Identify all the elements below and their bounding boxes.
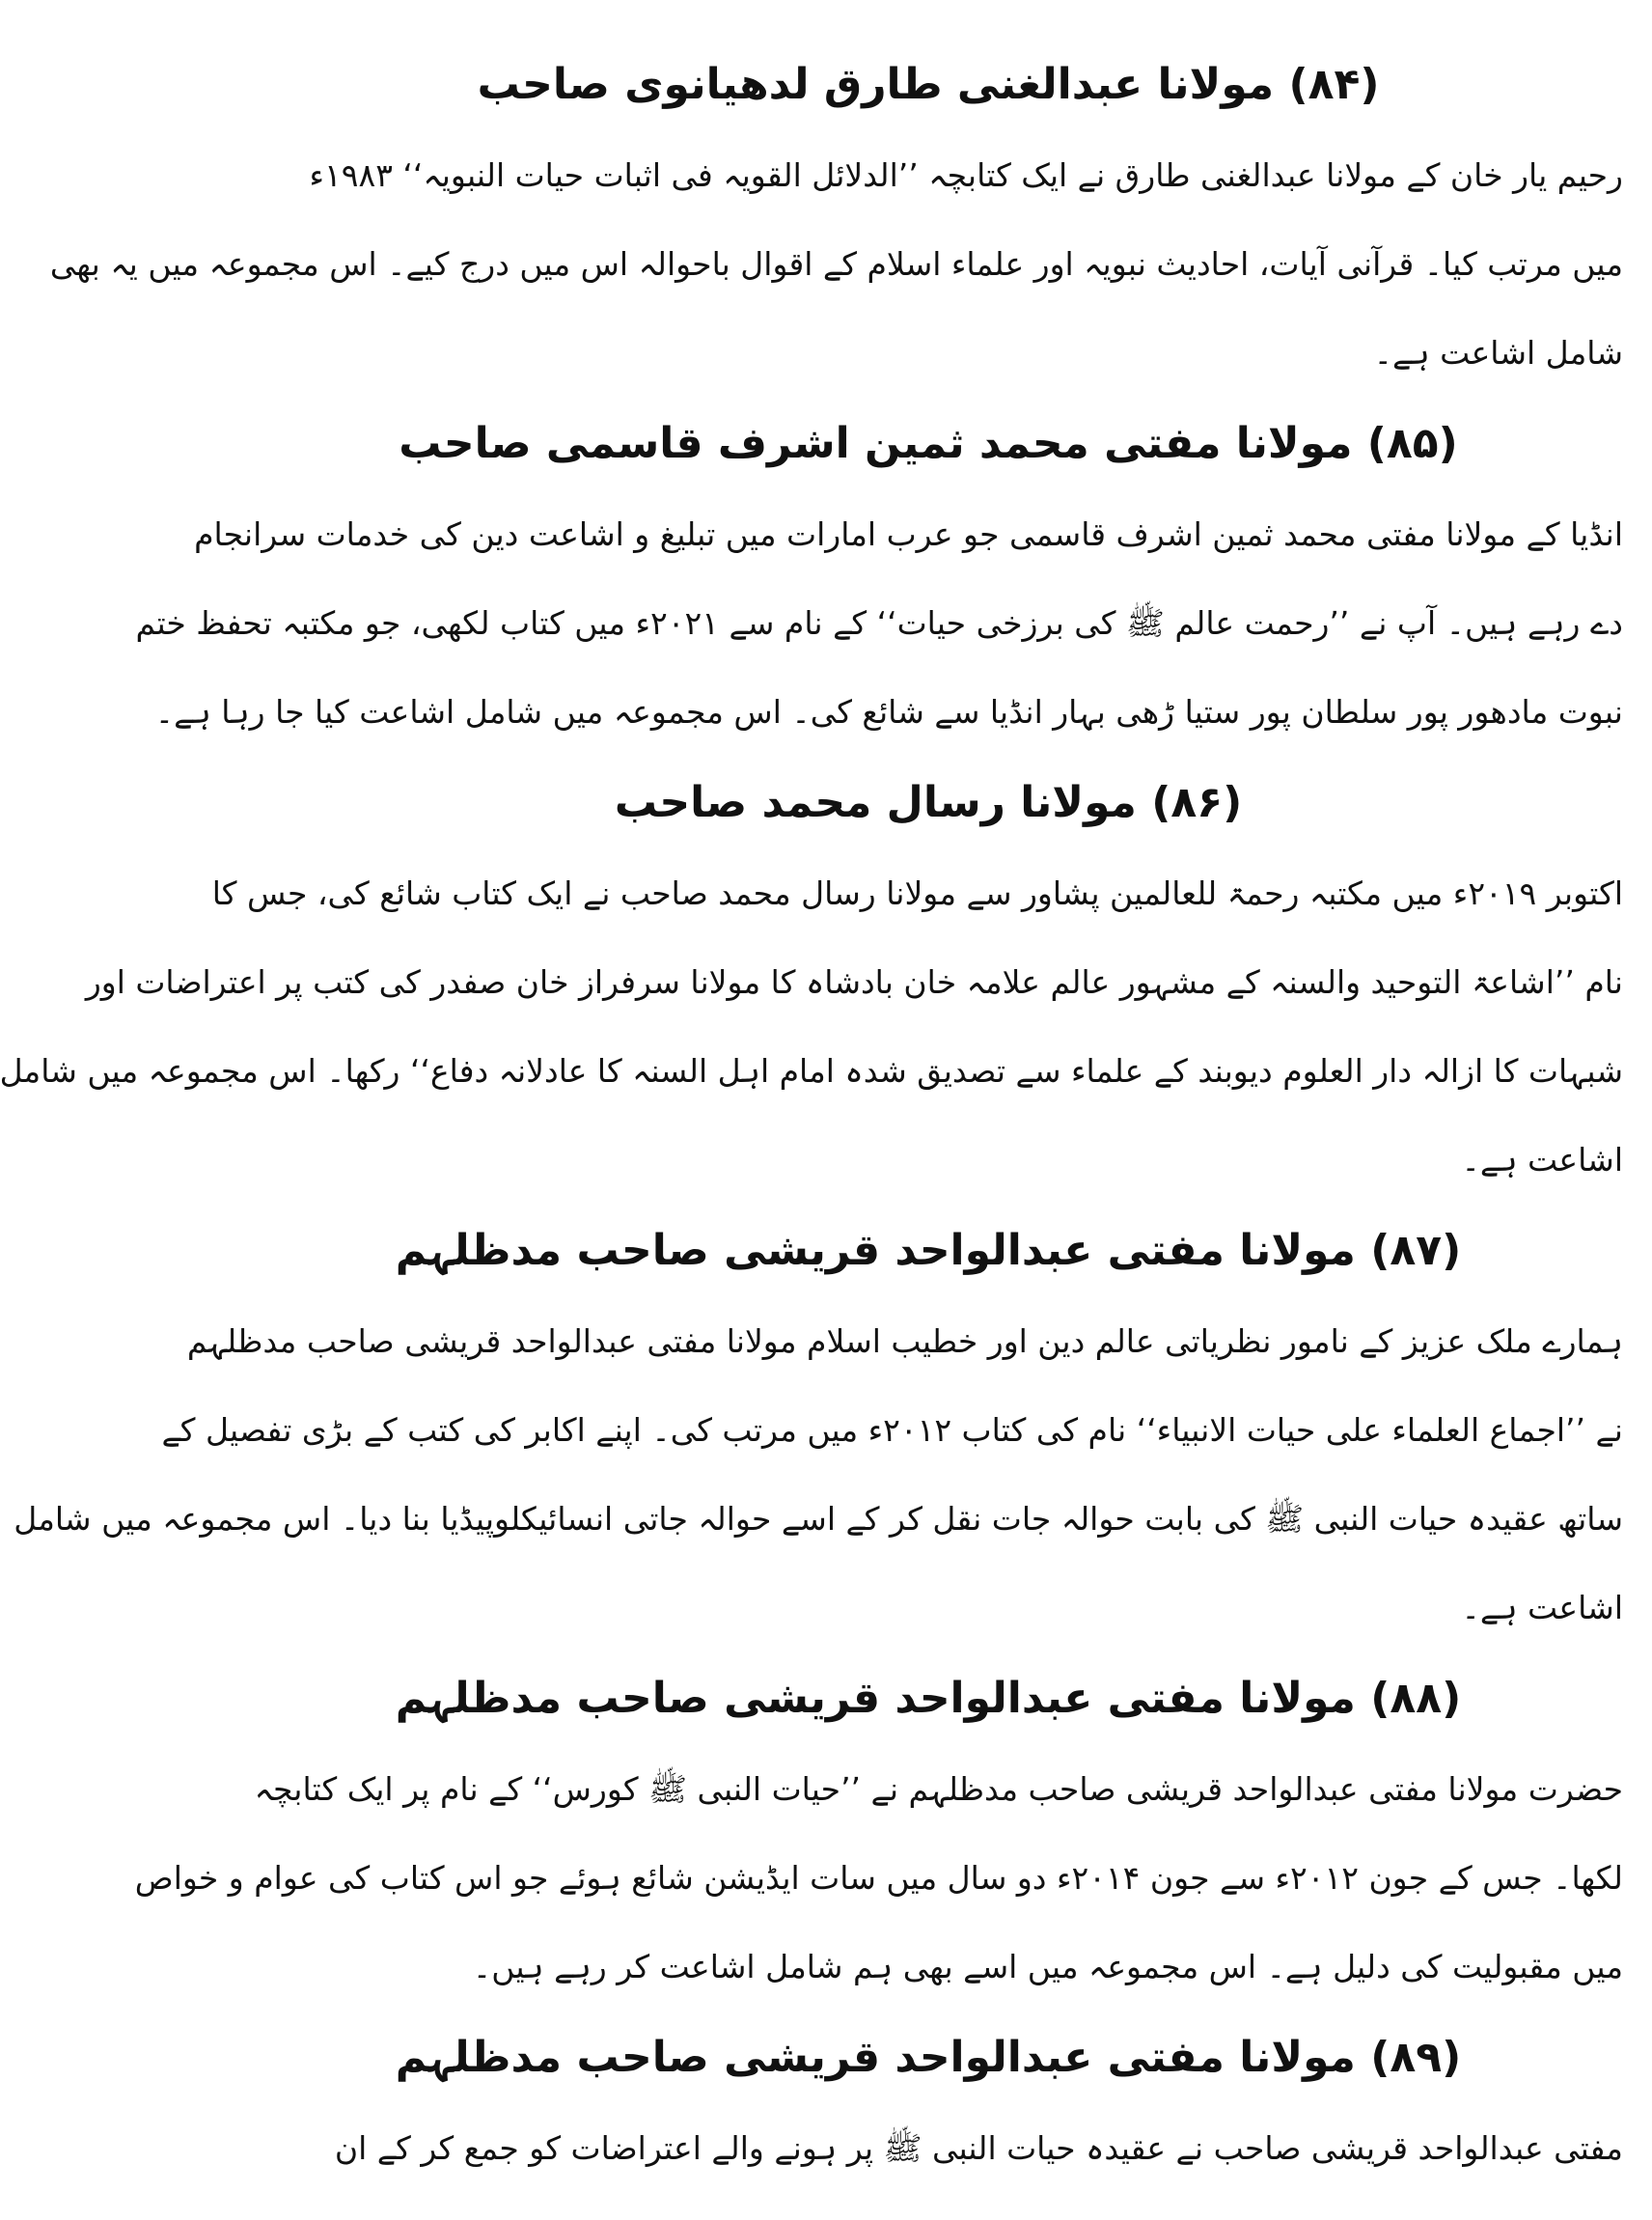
paragraph-line: نبوت مادھور پور سلطان پور ستیا ڑھی بہار انڈیا سے شائع کی۔ اس مجموعہ میں شامل اشاعت کیا جا رہا ہے۔ [154,693,1623,731]
section-number: (۸۹) [1370,2033,1462,2082]
document-page [0,39,1623,2193]
paragraph-line: لکھا۔ جس کے جون ۲۰۱۲ء سے جون ۲۰۱۴ء دو سال میں سات ایڈیشن شائع ہوئے جو اس کتاب کی عوام و خواص [134,1859,1623,1897]
section-title: مولانا رسال محمد صاحب [614,778,1137,827]
paragraph-line: انڈیا کے مولانا مفتی محمد ثمین اشرف قاسمی جو عرب امارات میں تبلیغ و اشاعت دین کی خدمات سرانجام [194,515,1623,553]
paragraph-line: دے رہے ہیں۔ آپ نے ’’رحمت عالم ﷺ کی برزخی حیات‘‘ کے نام سے ۲۰۲۱ء میں کتاب لکھی، جو مکتبہ تحفظ ختم [135,604,1623,642]
section-paragraph [49,131,1623,398]
paragraph-line: شبہات کا ازالہ دار العلوم دیوبند کے علماء سے تصدیق شدہ امام اہل السنہ کا عادلانہ دفاع‘‘ رکھا۔ اس مجموعہ میں شامل [0,1052,1623,1090]
section-title: مولانا مفتی عبدالواحد قریشی صاحب مدظلہم [395,1226,1356,1275]
paragraph-line: اشاعت ہے۔ [1461,1589,1623,1626]
paragraph-line: اشاعت ہے۔ [1461,1141,1623,1179]
section-number: (۸۴) [1288,60,1380,109]
section-3 [14,1205,1623,1652]
section-4 [134,1652,1623,2012]
section-number: (۸۸) [1370,1674,1462,1723]
paragraph-line: نے ’’اجماع العلماء علی حیات الانبیاء‘‘ نام کی کتاب ۲۰۱۲ء میں مرتب کی۔ اپنے اکابر کی کتب کے بڑی تفصیل کے [161,1411,1623,1449]
paragraph-line: رحیم یار خان کے مولانا عبدالغنی طارق نے ایک کتابچہ ’’الدلائل القویہ فی اثبات حیات النبویہ‘‘ ۱۹۸۳ء [309,156,1623,194]
paragraph-line: حضرت مولانا مفتی عبدالواحد قریشی صاحب مدظلہم نے ’’حیات النبی ﷺ کورس‘‘ کے نام پر ایک کتابچہ [254,1770,1623,1808]
section-paragraph [0,849,1623,1205]
section-heading [234,1652,1623,1745]
section-title: مولانا مفتی عبدالواحد قریشی صاحب مدظلہم [395,1674,1356,1723]
section-1 [135,398,1623,757]
section-2 [0,757,1623,1205]
section-title: مولانا مفتی محمد ثمین اشرف قاسمی صاحب [399,419,1353,468]
paragraph-line: شامل اشاعت ہے۔ [1373,334,1623,372]
section-number: (۸۶) [1151,778,1243,827]
section-number: (۸۵) [1366,419,1458,468]
section-title: مولانا عبدالغنی طارق لدھیانوی صاحب [477,60,1275,109]
section-paragraph [14,1297,1623,1652]
section-title: مولانا مفتی عبدالواحد قریشی صاحب مدظلہم [395,2033,1356,2082]
paragraph-line: نام ’’اشاعۃ التوحید والسنہ کے مشہور عالم علامہ خان بادشاہ کا مولانا سرفراز خان صفدر کی کتب پر اعتراضات اور [85,963,1623,1001]
section-heading [234,1205,1623,1297]
section-0 [49,39,1623,398]
paragraph-line: مفتی عبدالواحد قریشی صاحب نے عقیدہ حیات النبی ﷺ پر ہونے والے اعتراضات کو جمع کر کے ان [334,2129,1623,2167]
section-heading [234,398,1623,490]
section-heading [234,2012,1623,2104]
paragraph-line: میں مقبولیت کی دلیل ہے۔ اس مجموعہ میں اسے بھی ہم شامل اشاعت کر رہے ہیں۔ [472,1948,1623,1985]
paragraph-line: ہمارے ملک عزیز کے نامور نظریاتی عالم دین اور خطیب اسلام مولانا مفتی عبدالواحد قریشی صاحب مدظلہم [186,1322,1623,1360]
section-heading [234,39,1623,131]
section-paragraph [134,1745,1623,2012]
section-5 [234,2012,1623,2193]
paragraph-line: اکتوبر ۲۰۱۹ء میں مکتبہ رحمۃ للعالمین پشاور سے مولانا رسال محمد صاحب نے ایک کتاب شائع کی، جس کا [211,874,1623,912]
paragraph-line: میں مرتب کیا۔ قرآنی آیات، احادیث نبویہ اور علماء اسلام کے اقوال باحوالہ اس میں درج کیے۔ اس مجموعہ میں یہ بھی [49,245,1623,283]
section-paragraph [135,490,1623,757]
paragraph-line: ساتھ عقیدہ حیات النبی ﷺ کی بابت حوالہ جات نقل کر کے اسے حوالہ جاتی انسائیکلوپیڈیا بنا دیا۔ اس مجموعہ میں شامل [14,1500,1623,1538]
section-heading [234,757,1623,849]
section-number: (۸۷) [1370,1226,1462,1275]
section-paragraph [234,2104,1623,2193]
